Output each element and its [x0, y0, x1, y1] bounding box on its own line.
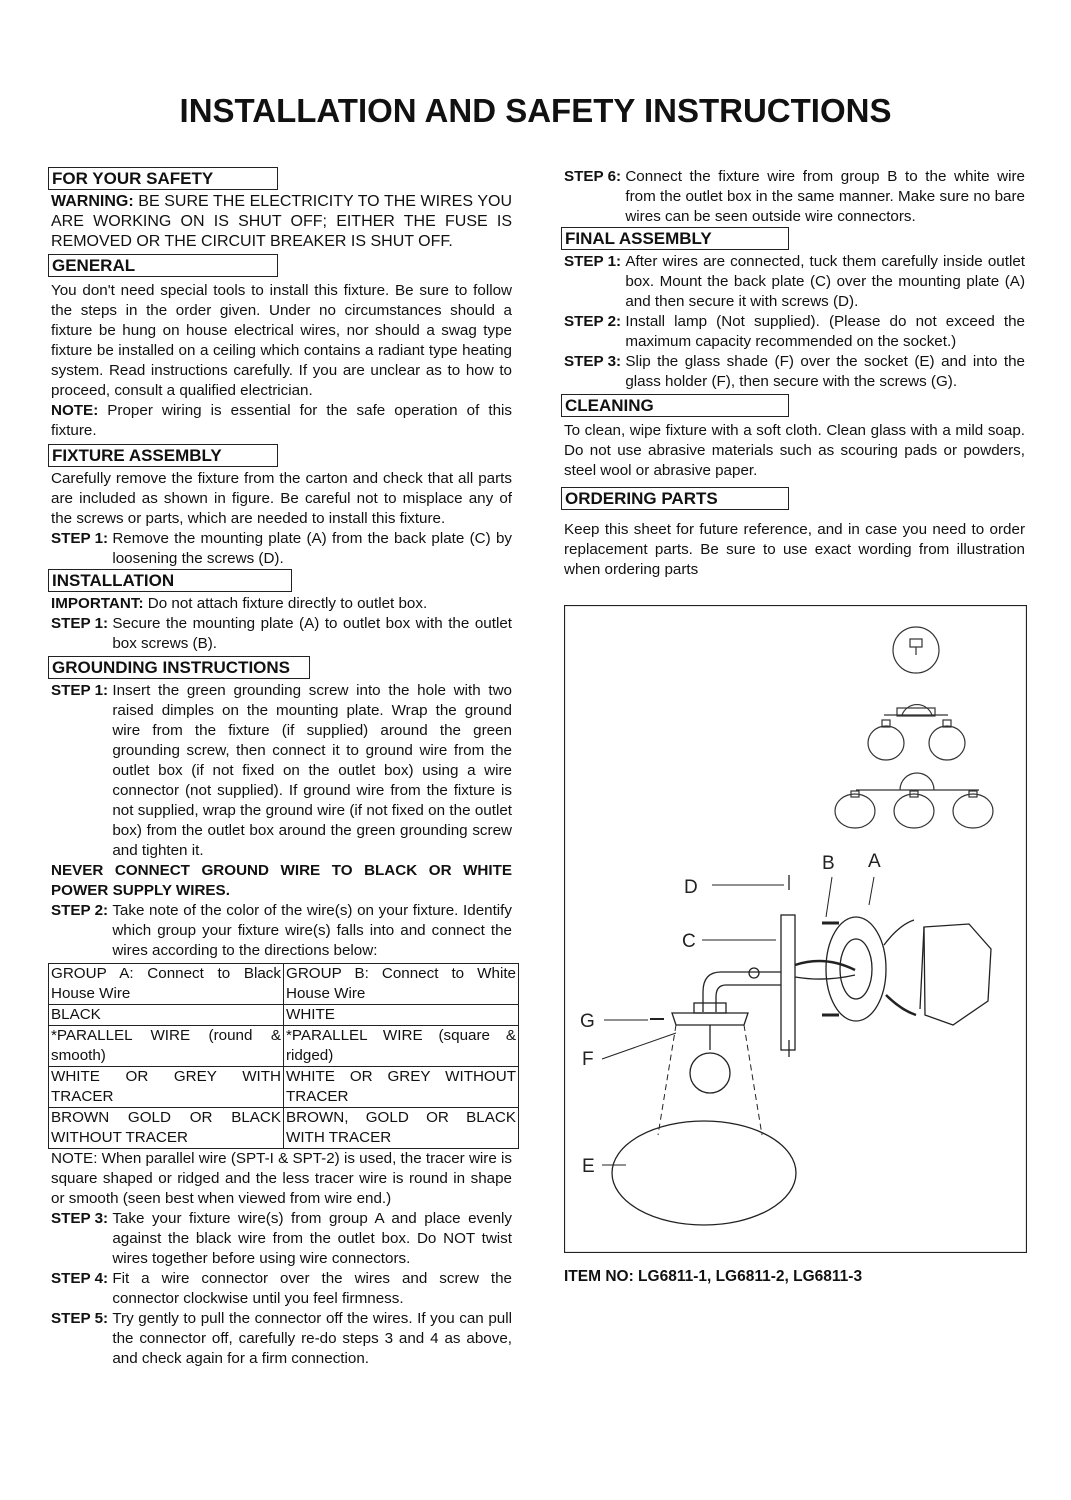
grounding-step-2: STEP 2: Take note of the color of the wire(s) on your fixture. Identify which group your fixture wire(s) falls into and connect the wires according to the directions below:	[51, 902, 512, 959]
grounding-step-3: STEP 3: Take your fixture wire(s) from group A and place evenly against the black wire from the outlet box. Do NOT twist wires together before using wire connectors.	[51, 1210, 512, 1267]
table-row: GROUP A: Connect to Black House Wire GROUP B: Connect to White House Wire	[49, 964, 519, 1005]
label-e: E	[582, 1156, 595, 1177]
grounding-step-4: STEP 4: Fit a wire connector over the wires and screw the connector clockwise until you feel firmness.	[51, 1270, 512, 1307]
grounding-heading: GROUNDING INSTRUCTIONS	[48, 656, 310, 679]
table-row: BLACK WHITE	[49, 1005, 519, 1026]
general-note: NOTE: Proper wiring is essential for the safe operation of this fixture.	[51, 402, 512, 439]
page-title: INSTALLATION AND SAFETY INSTRUCTIONS	[179, 92, 892, 129]
final-assembly-step-1: STEP 1: After wires are connected, tuck them carefully inside outlet box. Mount the back plate (C) over the mounting plate (A) and then secure it with screws (D).	[564, 253, 1025, 310]
grounding-step-5: STEP 5: Try gently to pull the connector off the wires. If you can pull the connector off, carefully re-do steps 3 and 4 as above, and check again for a firm connection.	[51, 1310, 512, 1367]
cleaning-text: To clean, wipe fixture with a soft cloth. Clean glass with a mild soap. Do not use abrasive materials such as scouring pads or powders, steel wool or abrasive paper.	[564, 422, 1025, 479]
table-row: BROWN GOLD OR BLACK WITHOUT TRACER BROWN, GOLD OR BLACK WITH TRACER	[49, 1108, 519, 1149]
right-column	[564, 167, 1025, 580]
label-b: B	[822, 853, 835, 874]
safety-heading: FOR YOUR SAFETY	[48, 167, 278, 190]
grounding-step-6: STEP 6: Connect the fixture wire from group B to the white wire from the outlet box in the same manner. Make sure no bare wires can be seen outside wire connectors.	[564, 168, 1025, 225]
table-row: *PARALLEL WIRE (round & smooth) *PARALLEL WIRE (square & ridged)	[49, 1026, 519, 1067]
label-d: D	[684, 877, 698, 898]
final-assembly-heading: FINAL ASSEMBLY	[561, 227, 789, 250]
general-text: You don't need special tools to install this fixture. Be sure to follow the steps in the order given. Under no circumstances should a fixture be hung on house electrical wires, nor should a swag type fixture be installed on a ceiling which contains a radiant type heating system. Read instructions carefully. If you are unclear as to how to proceed, consult a qualified electrician.	[51, 282, 512, 399]
label-f: F	[582, 1049, 594, 1070]
grounding-step-1: STEP 1: Insert the green grounding screw into the hole with two raised dimples on the mounting plate. Wrap the ground wire from the fixture (if supplied) around the green grounding screw, then connect it to ground wire from the outlet box (if not fixed on the outlet box) using a wire connector (not supplied). If ground wire from the fixture is not supplied, wrap the ground wire (if not fixed on the outlet box) from the outlet box around the green grounding screw and tighten it.	[51, 682, 512, 859]
item-number: ITEM NO: LG6811-1, LG6811-2, LG6811-3	[564, 1268, 863, 1285]
parallel-wire-note: NOTE: When parallel wire (SPT-I & SPT-2) is used, the tracer wire is square shaped or ridged and the less tracer wire is round in shape or smooth (seen best when viewed from wire end.)	[51, 1150, 512, 1207]
fixture-assembly-step-1: STEP 1: Remove the mounting plate (A) from the back plate (C) by loosening the screws (D).	[51, 530, 512, 567]
table-row: WHITE OR GREY WITH TRACER WHITE OR GREY WITHOUT TRACER	[49, 1067, 519, 1108]
label-g: G	[580, 1011, 595, 1032]
installation-step-1: STEP 1: Secure the mounting plate (A) to outlet box with the outlet box screws (B).	[51, 615, 512, 652]
left-column	[51, 167, 516, 1369]
grounding-never-warning: NEVER CONNECT GROUND WIRE TO BLACK OR WHITE POWER SUPPLY WIRES.	[51, 862, 512, 899]
installation-heading: INSTALLATION	[48, 569, 292, 592]
final-assembly-step-2: STEP 2: Install lamp (Not supplied). (Please do not exceed the maximum capacity recommended on the socket.)	[564, 313, 1025, 350]
fixture-assembly-heading: FIXTURE ASSEMBLY	[48, 444, 278, 467]
label-c: C	[682, 931, 696, 952]
wire-group-table	[48, 963, 519, 1149]
cleaning-heading: CLEANING	[561, 394, 789, 417]
general-heading: GENERAL	[48, 254, 278, 277]
installation-important: IMPORTANT: Do not attach fixture directly to outlet box.	[51, 595, 428, 612]
fixture-assembly-text: Carefully remove the fixture from the carton and check that all parts are included as shown in figure. Be careful not to misplace any of the screws or parts, which are needed to install this fixture.	[51, 470, 512, 527]
safety-warning: WARNING: BE SURE THE ELECTRICITY TO THE WIRES YOU ARE WORKING ON IS SHUT OFF; EITHER THE FUSE IS REMOVED OR THE CIRCUIT BREAKER IS SHUT OFF.	[51, 193, 513, 250]
label-a: A	[868, 851, 881, 872]
ordering-text: Keep this sheet for future reference, and in case you need to order replacement parts. Be sure to use exact wording from illustration when ordering parts	[564, 521, 1025, 578]
final-assembly-step-3: STEP 3: Slip the glass shade (F) over the socket (E) and into the glass holder (F), then secure with the screws (G).	[564, 353, 1025, 390]
ordering-heading: ORDERING PARTS	[561, 487, 789, 510]
parts-diagram	[564, 605, 1027, 1253]
